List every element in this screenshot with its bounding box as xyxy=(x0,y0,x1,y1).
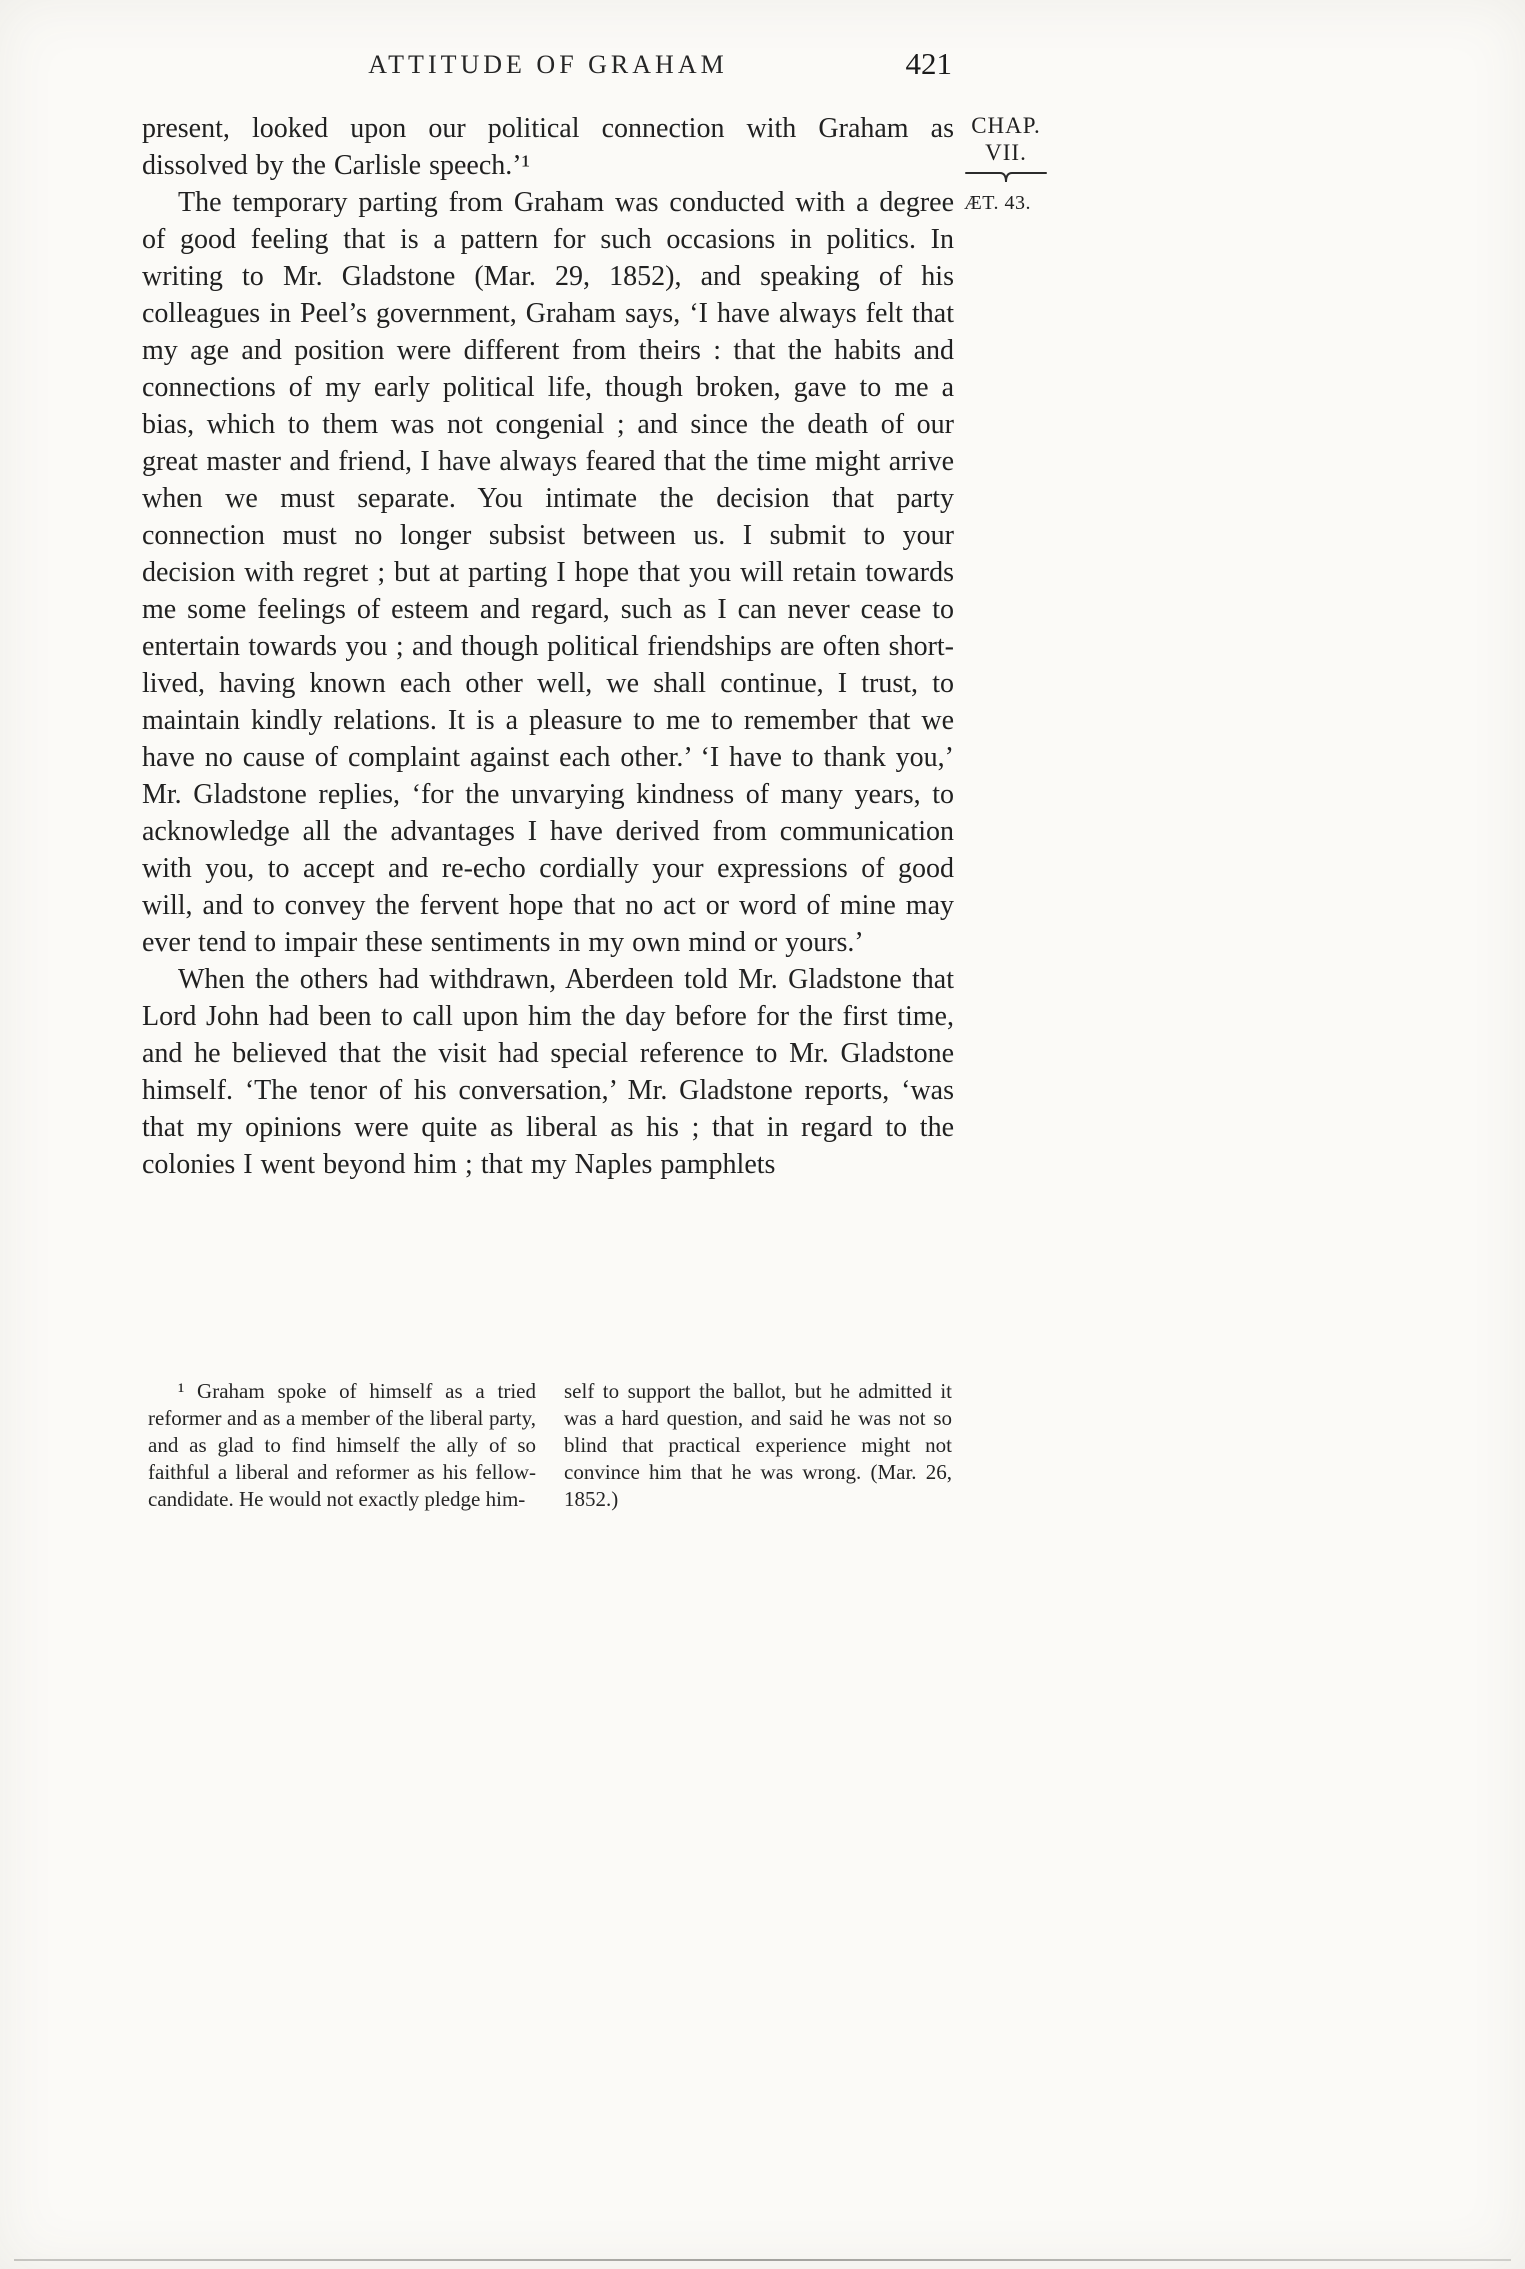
underbrace-icon xyxy=(962,170,1050,186)
paragraph: When the others had withdrawn, Aberdeen told Mr. Gladstone that Lord John had been to call upon him the day before for the first time, and he believed that the visit had special reference to Mr. Gladstone himself. ‘The tenor of his conversation,’ Mr. Gladstone reports, ‘was that my opinions were quite as liberal as his ; that in regard to the colonies I went beyond him ; that my Naples pamphlets xyxy=(142,964,954,1180)
running-header: ATTITUDE OF GRAHAM xyxy=(368,50,728,79)
paragraph: present, looked upon our political connection with Graham as dissolved by the Carlisle speech.’¹ xyxy=(142,113,954,181)
chapter-numeral: VII. xyxy=(985,140,1027,165)
chapter-label: CHAP. xyxy=(971,113,1041,138)
chapter-margin-note xyxy=(962,112,1050,215)
paragraph: The temporary parting from Graham was conducted with a degree of good feeling that is a pattern for such occasions in politics. In writing to Mr. Gladstone (Mar. 29, 1852), and speaking of his colleagues in Peel’s government, Graham says, ‘I have always felt that my age and position were different from theirs : that the habits and connections of my early political life, though broken, gave to me a bias, which to them was not congenial ; and since the death of our great master and friend, I have always feared that the time might arrive when we must separate. You intimate the decision that party connection must no longer subsist between us. I submit to your decision with regret ; but at parting I hope that you will retain towards me some feelings of esteem and regard, such as I can never cease to entertain towards you ; and though political friendships are often short-lived, having known each other well, we shall continue, I trust, to maintain kindly relations. It is a pleasure to me to remember that we have no cause of complaint against each other.’ ‘I have to thank you,’ Mr. Gladstone replies, ‘for the unvarying kindness of many years, to acknowledge all the advantages I have derived from communication with you, to accept and re-echo cordially your expressions of good will, and to convey the fervent hope that no act or word of mine may ever tend to impair these sentiments in my own mind or yours.’ xyxy=(142,187,954,958)
page-bottom-edge xyxy=(14,2259,1511,2261)
age-margin-note: ÆT. 43. xyxy=(964,192,1032,214)
main-text-column xyxy=(142,110,954,1183)
footnotes-section xyxy=(148,1378,952,1513)
footnote-column-left: ¹ Graham spoke of himself as a tried reformer and as a member of the liberal party, and as glad to find himself the ally of so faithful a liberal and reformer as his fellow-candidate. He would not exactly pledge him- xyxy=(148,1379,536,1511)
page-header xyxy=(142,46,954,94)
footnote-column-right: self to support the ballot, but he admitted it was a hard question, and said he was not so blind that practical experience might not convince him that he was wrong. (Mar. 26, 1852.) xyxy=(564,1379,952,1511)
page-number: 421 xyxy=(905,46,952,81)
